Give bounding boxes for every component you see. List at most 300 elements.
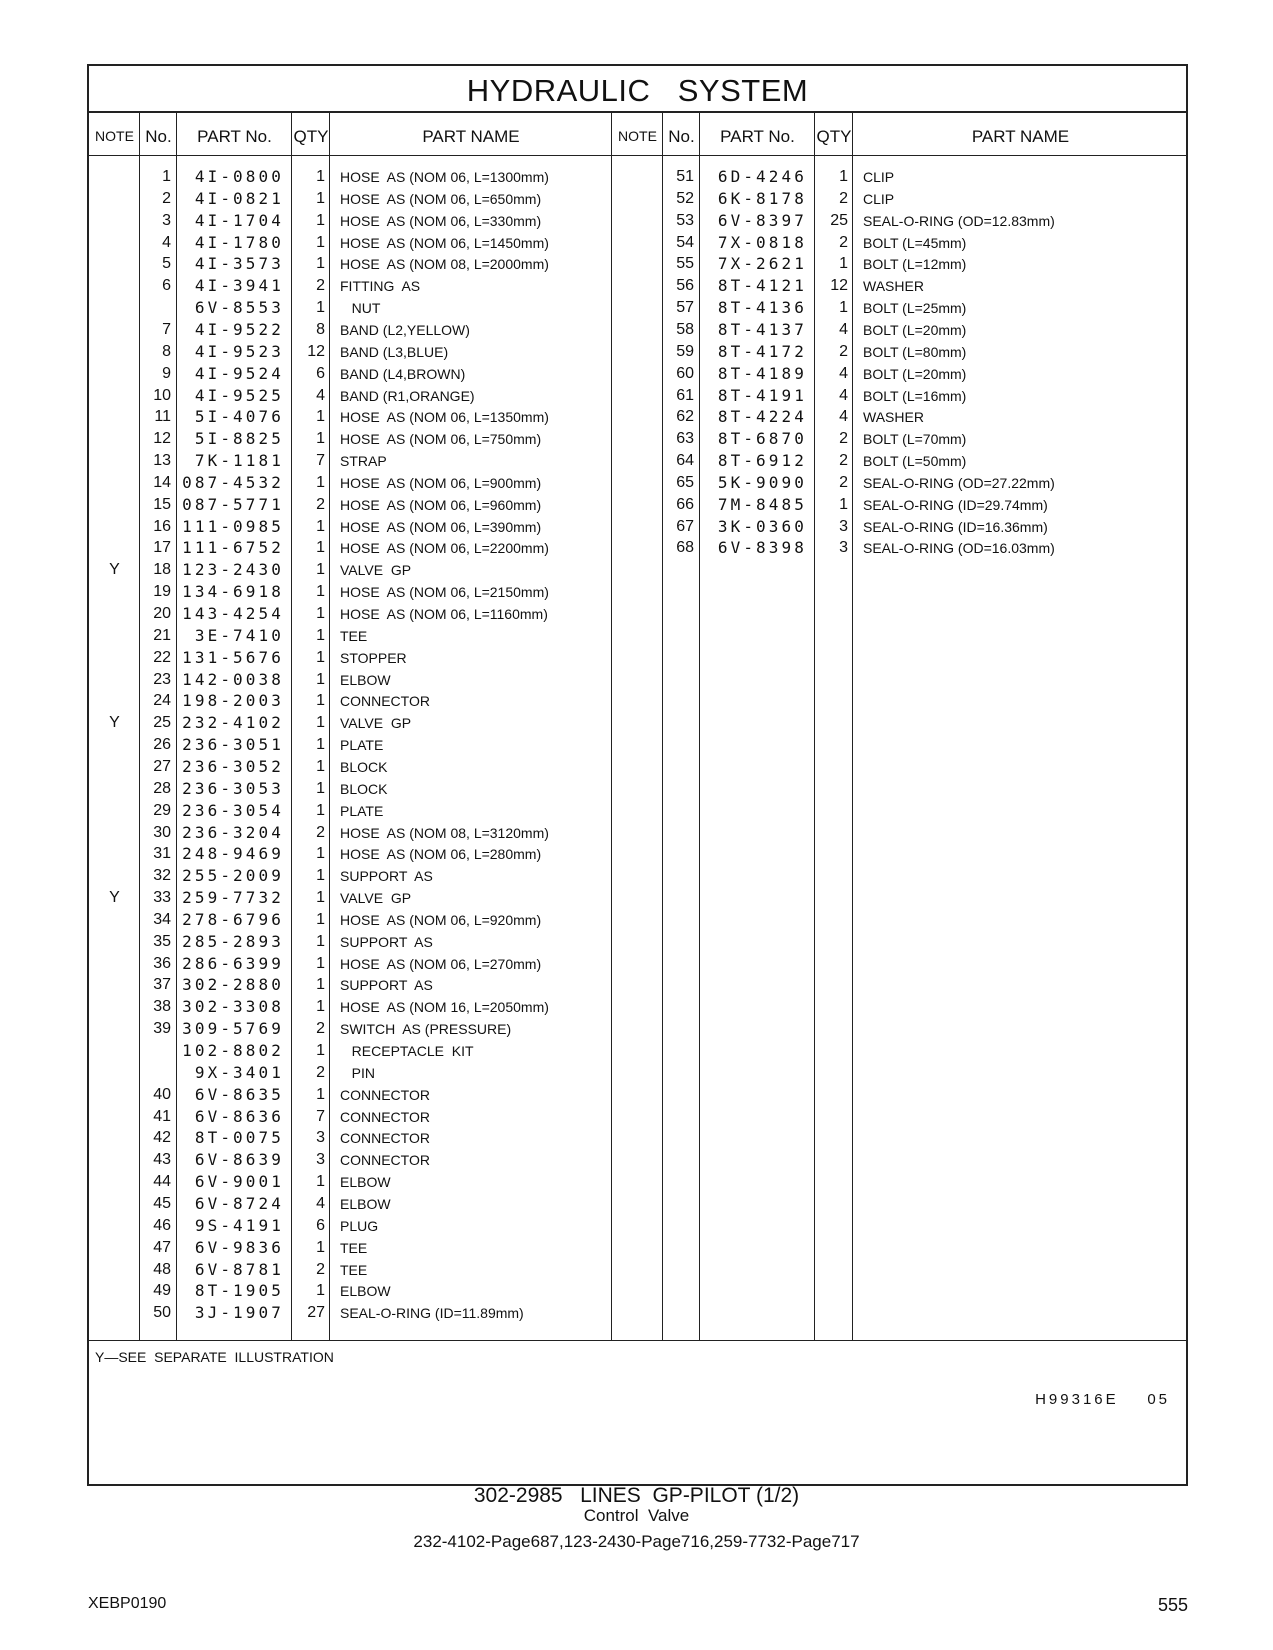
row-item-number: 25 — [153, 714, 171, 732]
row-note — [89, 537, 140, 559]
row-part-name: SWITCH AS (PRESSURE) — [340, 1021, 512, 1038]
row-quantity: 6 — [316, 364, 325, 382]
row-part-name: SUPPORT AS — [340, 868, 433, 885]
row-part-name: HOSE AS (NOM 06, L=960mm) — [340, 496, 542, 513]
row-part-name: BAND (R1,ORANGE) — [340, 387, 475, 404]
row-part-name: NUT — [340, 300, 381, 317]
row-note — [89, 603, 140, 625]
row-part-number: 111-0985 — [182, 516, 284, 536]
row-item-number: 35 — [153, 932, 171, 950]
row-quantity: 2 — [839, 233, 848, 251]
row-part-number: 6V-8398 — [717, 538, 807, 558]
row-item-number — [140, 1040, 171, 1062]
row-note — [89, 1280, 140, 1302]
row-quantity: 4 — [316, 386, 325, 404]
row-quantity: 1 — [316, 517, 325, 535]
row-part-name: BOLT (L=25mm) — [863, 300, 967, 317]
row-part-number: 087-4532 — [182, 472, 284, 492]
header-bottom-rule — [89, 155, 1186, 156]
row-part-number: 123-2430 — [182, 560, 284, 580]
row-item-number: 47 — [153, 1238, 171, 1256]
row-part-name: HOSE AS (NOM 06, L=2150mm) — [340, 584, 549, 601]
row-part-name: SEAL-O-RING (ID=29.74mm) — [863, 496, 1048, 513]
header-part-no-left: PART No. — [197, 127, 272, 146]
row-part-number: 259-7732 — [182, 888, 284, 908]
row-part-number: 286-6399 — [182, 953, 284, 973]
row-quantity: 1 — [316, 561, 325, 579]
row-quantity: 2 — [839, 473, 848, 491]
row-quantity: 1 — [839, 299, 848, 317]
row-part-number: 4I-3573 — [194, 254, 284, 274]
row-note — [612, 253, 663, 275]
row-quantity: 1 — [316, 736, 325, 754]
row-part-name: VALVE GP — [340, 562, 412, 579]
row-part-number: 102-8802 — [182, 1041, 284, 1060]
row-part-name: ELBOW — [340, 1195, 391, 1212]
row-note — [612, 385, 663, 407]
row-part-name: HOSE AS (NOM 06, L=330mm) — [340, 212, 542, 229]
document-id: XEBP0190 — [88, 1595, 167, 1612]
row-part-name: HOSE AS (NOM 06, L=650mm) — [340, 190, 542, 207]
row-part-number: 8T-4137 — [717, 319, 807, 339]
row-part-name: BAND (L2,YELLOW) — [340, 321, 470, 338]
row-item-number: 20 — [153, 605, 171, 622]
row-note — [89, 275, 140, 297]
row-part-number: 142-0038 — [182, 669, 284, 689]
row-item-number: 17 — [153, 539, 171, 557]
row-note — [89, 690, 140, 712]
row-note — [89, 647, 140, 669]
row-note: Y — [109, 714, 120, 732]
row-part-number: 302-3308 — [182, 997, 284, 1017]
row-part-name: SUPPORT AS — [340, 933, 433, 950]
row-item-number: 31 — [153, 845, 171, 863]
row-quantity: 1 — [316, 233, 325, 251]
row-quantity: 1 — [839, 495, 848, 513]
row-part-name: TEE — [340, 1239, 368, 1256]
row-part-number: 6V-8636 — [194, 1106, 284, 1126]
row-note — [89, 1084, 140, 1106]
row-note — [89, 800, 140, 822]
row-note — [89, 1302, 140, 1324]
row-note — [612, 319, 663, 341]
row-part-name: BAND (L3,BLUE) — [340, 343, 449, 360]
row-part-name: HOSE AS (NOM 06, L=900mm) — [340, 474, 542, 491]
row-part-name: ELBOW — [340, 671, 391, 688]
row-part-number: 8T-4189 — [717, 363, 807, 383]
row-quantity: 1 — [316, 692, 325, 710]
row-part-name: BOLT (L=12mm) — [863, 256, 967, 273]
row-quantity: 1 — [316, 1042, 325, 1059]
row-item-number: 34 — [153, 910, 171, 928]
row-item-number: 26 — [153, 736, 171, 754]
row-quantity: 1 — [316, 299, 325, 317]
row-part-number: 6V-8397 — [717, 210, 807, 230]
row-quantity: 25 — [830, 211, 848, 229]
row-part-name: BOLT (L=50mm) — [863, 453, 967, 470]
row-item-number: 65 — [676, 473, 694, 491]
row-part-name: WASHER — [863, 278, 924, 295]
row-part-number: 6V-8724 — [194, 1193, 284, 1213]
row-item-number: 1 — [162, 168, 171, 185]
row-quantity: 12 — [307, 342, 325, 360]
row-part-number: 236-3204 — [182, 822, 284, 842]
row-part-number: 232-4102 — [182, 713, 284, 733]
row-part-number: 255-2009 — [182, 866, 284, 886]
row-item-number: 36 — [153, 954, 171, 972]
row-item-number: 40 — [153, 1085, 171, 1103]
row-part-number: 6V-9836 — [194, 1237, 284, 1257]
row-item-number: 53 — [676, 211, 694, 229]
row-quantity: 3 — [839, 517, 848, 535]
row-item-number: 19 — [153, 583, 171, 601]
row-quantity: 2 — [316, 1063, 325, 1081]
row-part-number: 8T-4224 — [717, 407, 807, 427]
row-part-name: BOLT (L=20mm) — [863, 321, 967, 338]
row-item-number: 30 — [153, 823, 171, 841]
row-note — [612, 275, 663, 297]
row-item-number: 44 — [153, 1173, 171, 1191]
row-item-number: 32 — [153, 867, 171, 885]
row-quantity: 3 — [839, 539, 848, 557]
row-part-number: 087-5771 — [182, 494, 284, 514]
row-note: Y — [109, 889, 120, 907]
row-quantity: 1 — [316, 867, 325, 885]
row-part-name: FITTING AS — [340, 278, 421, 295]
row-item-number: 16 — [153, 517, 171, 535]
row-item-number: 21 — [153, 626, 171, 644]
row-part-number: 3K-0360 — [717, 516, 807, 536]
col-divider — [329, 113, 330, 1340]
row-note — [89, 450, 140, 472]
header-part-name-left: PART NAME — [422, 127, 520, 146]
row-item-number — [140, 1062, 171, 1084]
header-qty-left: QTY — [293, 127, 329, 146]
row-note — [89, 1106, 140, 1128]
row-item-number: 37 — [153, 976, 171, 994]
row-quantity: 1 — [839, 168, 848, 185]
row-part-name: PLUG — [340, 1217, 379, 1234]
row-part-number: 7X-2621 — [717, 254, 807, 274]
row-quantity: 12 — [830, 277, 848, 295]
row-note — [612, 166, 663, 188]
row-part-name: CONNECTOR — [340, 693, 430, 710]
row-item-number: 14 — [153, 473, 171, 491]
row-part-name: SEAL-O-RING (OD=27.22mm) — [863, 474, 1055, 491]
row-part-number: 5I-8825 — [194, 429, 284, 449]
row-part-number: 7M-8485 — [717, 494, 807, 514]
row-note — [89, 253, 140, 275]
row-part-name: BOLT (L=45mm) — [863, 234, 967, 251]
row-part-number: 302-2880 — [182, 975, 284, 995]
row-part-name: VALVE GP — [340, 715, 412, 732]
row-note — [612, 428, 663, 450]
row-item-number: 57 — [676, 299, 694, 317]
row-note — [89, 341, 140, 363]
row-part-number: 4I-9524 — [194, 363, 284, 383]
row-quantity: 1 — [316, 976, 325, 994]
row-part-name: RECEPTACLE KIT — [340, 1043, 474, 1059]
row-note — [89, 1215, 140, 1237]
row-part-name: HOSE AS (NOM 06, L=1450mm) — [340, 234, 549, 251]
row-part-name: STOPPER — [340, 649, 407, 666]
row-note — [89, 1040, 140, 1062]
row-note — [89, 516, 140, 538]
row-part-number: 6K-8178 — [717, 188, 807, 208]
row-part-name: CLIP — [863, 169, 895, 185]
row-note — [89, 406, 140, 428]
row-part-name: HOSE AS (NOM 08, L=2000mm) — [340, 256, 549, 273]
row-part-name: SEAL-O-RING (OD=16.03mm) — [863, 540, 1055, 557]
row-note — [612, 188, 663, 210]
row-note — [89, 188, 140, 210]
row-note — [89, 363, 140, 385]
row-part-number: 8T-6912 — [717, 451, 807, 471]
row-quantity: 27 — [307, 1304, 325, 1322]
row-quantity: 2 — [316, 495, 325, 513]
group-title: 302-2985 LINES GP-PILOT (1/2) — [473, 1484, 800, 1507]
row-part-number: 9S-4191 — [194, 1215, 284, 1235]
row-part-number: 6D-4246 — [717, 167, 807, 186]
row-part-name: SEAL-O-RING (ID=11.89mm) — [340, 1305, 524, 1322]
row-note — [612, 494, 663, 516]
row-item-number: 2 — [162, 189, 171, 207]
row-note — [89, 822, 140, 844]
page-number: 555 — [1157, 1595, 1188, 1615]
row-note — [612, 406, 663, 428]
col-divider — [852, 113, 853, 1340]
row-note — [89, 1149, 140, 1171]
row-note — [612, 472, 663, 494]
row-note — [89, 210, 140, 232]
row-part-number: 5I-4076 — [194, 407, 284, 427]
row-note — [89, 756, 140, 778]
row-part-number: 6V-8553 — [194, 298, 284, 318]
row-note — [89, 1062, 140, 1084]
row-part-name: VALVE GP — [340, 890, 412, 907]
row-note — [89, 385, 140, 407]
row-note — [612, 297, 663, 319]
row-part-name: PLATE — [340, 737, 384, 754]
row-part-number: 8T-4191 — [717, 385, 807, 405]
row-quantity: 8 — [316, 320, 325, 338]
header-qty-right: QTY — [816, 127, 852, 146]
row-quantity: 1 — [316, 1238, 325, 1256]
row-part-name: STRAP — [340, 453, 387, 470]
row-quantity: 1 — [316, 801, 325, 819]
row-quantity: 7 — [316, 1107, 325, 1125]
row-quantity: 2 — [316, 1260, 325, 1278]
row-part-number: 4I-0821 — [194, 188, 284, 208]
row-part-number: 134-6918 — [182, 582, 284, 602]
row-item-number: 41 — [153, 1107, 171, 1125]
row-item-number: 27 — [153, 757, 171, 775]
row-quantity: 1 — [839, 255, 848, 273]
row-item-number: 51 — [676, 168, 694, 185]
row-part-number: 9X-3401 — [194, 1062, 284, 1082]
row-part-name: CLIP — [863, 190, 895, 207]
header-no-left: No. — [145, 127, 172, 146]
row-item-number: 55 — [676, 255, 694, 273]
row-part-number: 4I-9523 — [194, 341, 284, 361]
row-quantity: 1 — [316, 910, 325, 928]
row-part-name: HOSE AS (NOM 06, L=270mm) — [340, 955, 542, 972]
row-item-number: 42 — [153, 1129, 171, 1147]
row-item-number: 18 — [153, 561, 171, 579]
header-part-name-right: PART NAME — [971, 127, 1070, 146]
row-note: Y — [109, 561, 120, 579]
row-part-number: 236-3052 — [182, 756, 284, 776]
row-part-number: 3J-1907 — [194, 1303, 284, 1323]
row-quantity: 2 — [839, 342, 848, 360]
row-part-number: 236-3053 — [182, 778, 284, 798]
row-note — [612, 537, 663, 559]
footnote: Y—SEE SEPARATE ILLUSTRATION — [95, 1349, 334, 1365]
row-quantity: 4 — [839, 320, 848, 338]
row-note — [612, 210, 663, 232]
row-part-name: HOSE AS (NOM 06, L=1160mm) — [340, 606, 548, 622]
row-item-number: 12 — [153, 430, 171, 448]
row-part-number: 8T-0075 — [194, 1128, 284, 1148]
row-part-name: TEE — [340, 627, 368, 644]
row-quantity: 1 — [316, 1085, 325, 1103]
row-part-name: CONNECTOR — [340, 1108, 430, 1125]
row-item-number: 46 — [153, 1216, 171, 1234]
row-quantity: 4 — [839, 364, 848, 382]
row-quantity: 1 — [316, 539, 325, 557]
row-part-name: HOSE AS (NOM 06, L=280mm) — [340, 846, 542, 863]
row-item-number: 39 — [153, 1020, 171, 1038]
row-item-number: 4 — [162, 233, 171, 251]
table-bottom-rule — [89, 1340, 1186, 1341]
row-part-number: 4I-9522 — [194, 319, 284, 339]
row-part-name: HOSE AS (NOM 06, L=750mm) — [340, 431, 542, 448]
row-item-number: 64 — [676, 452, 694, 470]
row-item-number: 48 — [153, 1260, 171, 1278]
row-part-name: ELBOW — [340, 1283, 391, 1300]
row-quantity: 1 — [316, 605, 325, 622]
row-item-number: 56 — [676, 277, 694, 295]
row-quantity: 6 — [316, 1216, 325, 1234]
row-item-number: 13 — [153, 452, 171, 470]
row-item-number: 15 — [153, 495, 171, 513]
page-references: 232-4102-Page687,123-2430-Page716,259-7732-Page717 — [413, 1532, 860, 1551]
row-item-number — [140, 297, 171, 319]
row-quantity: 1 — [316, 626, 325, 644]
row-part-number: 236-3051 — [182, 735, 284, 755]
row-item-number: 8 — [162, 342, 171, 360]
row-item-number: 6 — [162, 277, 171, 295]
row-item-number: 29 — [153, 801, 171, 819]
row-part-number: 8T-6870 — [717, 429, 807, 449]
row-note — [612, 450, 663, 472]
row-item-number: 33 — [153, 889, 171, 907]
row-item-number: 9 — [162, 364, 171, 382]
row-item-number: 62 — [676, 408, 694, 426]
row-part-name: ELBOW — [340, 1174, 391, 1191]
row-part-name: BOLT (L=20mm) — [863, 365, 967, 382]
header-note-right: NOTE — [618, 128, 657, 144]
row-note — [89, 1259, 140, 1281]
row-item-number: 68 — [676, 539, 694, 557]
row-item-number: 54 — [676, 233, 694, 251]
row-note — [612, 341, 663, 363]
row-note — [89, 1237, 140, 1259]
row-item-number: 28 — [153, 779, 171, 797]
row-quantity: 1 — [316, 255, 325, 273]
row-item-number: 61 — [676, 386, 694, 404]
row-part-number: 4I-3941 — [194, 276, 284, 296]
row-part-number: 8T-4136 — [717, 298, 807, 318]
parts-table-frame — [87, 64, 1188, 1486]
row-part-name: SEAL-O-RING (ID=16.36mm) — [863, 518, 1048, 535]
row-note — [89, 778, 140, 800]
row-quantity: 1 — [316, 430, 325, 448]
illustration-code: H99316E 05 — [1035, 1391, 1170, 1408]
row-quantity: 1 — [316, 757, 325, 775]
row-item-number: 63 — [676, 430, 694, 448]
group-subtitle: Control Valve — [583, 1506, 690, 1525]
row-part-number: 4I-1780 — [194, 232, 284, 252]
row-quantity: 1 — [316, 583, 325, 601]
row-part-name: PLATE — [340, 802, 384, 819]
row-part-name: BAND (L4,BROWN) — [340, 365, 466, 382]
row-item-number: 10 — [153, 386, 171, 404]
row-part-number: 4I-9525 — [194, 385, 284, 405]
row-part-number: 278-6796 — [182, 909, 284, 929]
row-quantity: 1 — [316, 845, 325, 863]
row-note — [89, 472, 140, 494]
row-note — [89, 166, 140, 188]
row-quantity: 4 — [839, 408, 848, 426]
row-part-name: BOLT (L=80mm) — [863, 343, 967, 360]
row-note — [89, 319, 140, 341]
row-part-name: PIN — [340, 1064, 376, 1081]
row-quantity: 2 — [839, 430, 848, 448]
row-item-number: 59 — [676, 342, 694, 360]
row-item-number: 58 — [676, 320, 694, 338]
row-item-number: 24 — [153, 692, 171, 710]
row-item-number: 67 — [676, 517, 694, 535]
row-part-name: HOSE AS (NOM 06, L=390mm) — [340, 518, 542, 535]
row-item-number: 49 — [153, 1282, 171, 1300]
row-part-number: 8T-1905 — [194, 1281, 284, 1301]
row-note — [89, 494, 140, 516]
row-quantity: 7 — [316, 452, 325, 470]
row-note — [89, 974, 140, 996]
row-part-name: HOSE AS (NOM 06, L=1300mm) — [340, 169, 549, 185]
row-part-number: 5K-9090 — [717, 472, 807, 492]
row-quantity: 1 — [316, 670, 325, 688]
row-item-number: 60 — [676, 364, 694, 382]
row-part-number: 8T-4121 — [717, 276, 807, 296]
row-item-number: 52 — [676, 189, 694, 207]
row-note — [89, 865, 140, 887]
row-part-number: 6V-8635 — [194, 1084, 284, 1104]
row-part-name: CONNECTOR — [340, 1086, 430, 1103]
row-note — [89, 1018, 140, 1040]
row-quantity: 1 — [316, 189, 325, 207]
row-part-name: CONNECTOR — [340, 1152, 430, 1169]
row-item-number: 23 — [153, 670, 171, 688]
row-quantity: 1 — [316, 932, 325, 950]
row-part-number: 248-9469 — [182, 844, 284, 864]
row-part-name: HOSE AS (NOM 06, L=920mm) — [340, 911, 542, 928]
row-part-number: 6V-8781 — [194, 1259, 284, 1279]
row-part-name: HOSE AS (NOM 16, L=2050mm) — [340, 999, 549, 1016]
row-part-name: WASHER — [863, 409, 924, 426]
row-note — [89, 953, 140, 975]
